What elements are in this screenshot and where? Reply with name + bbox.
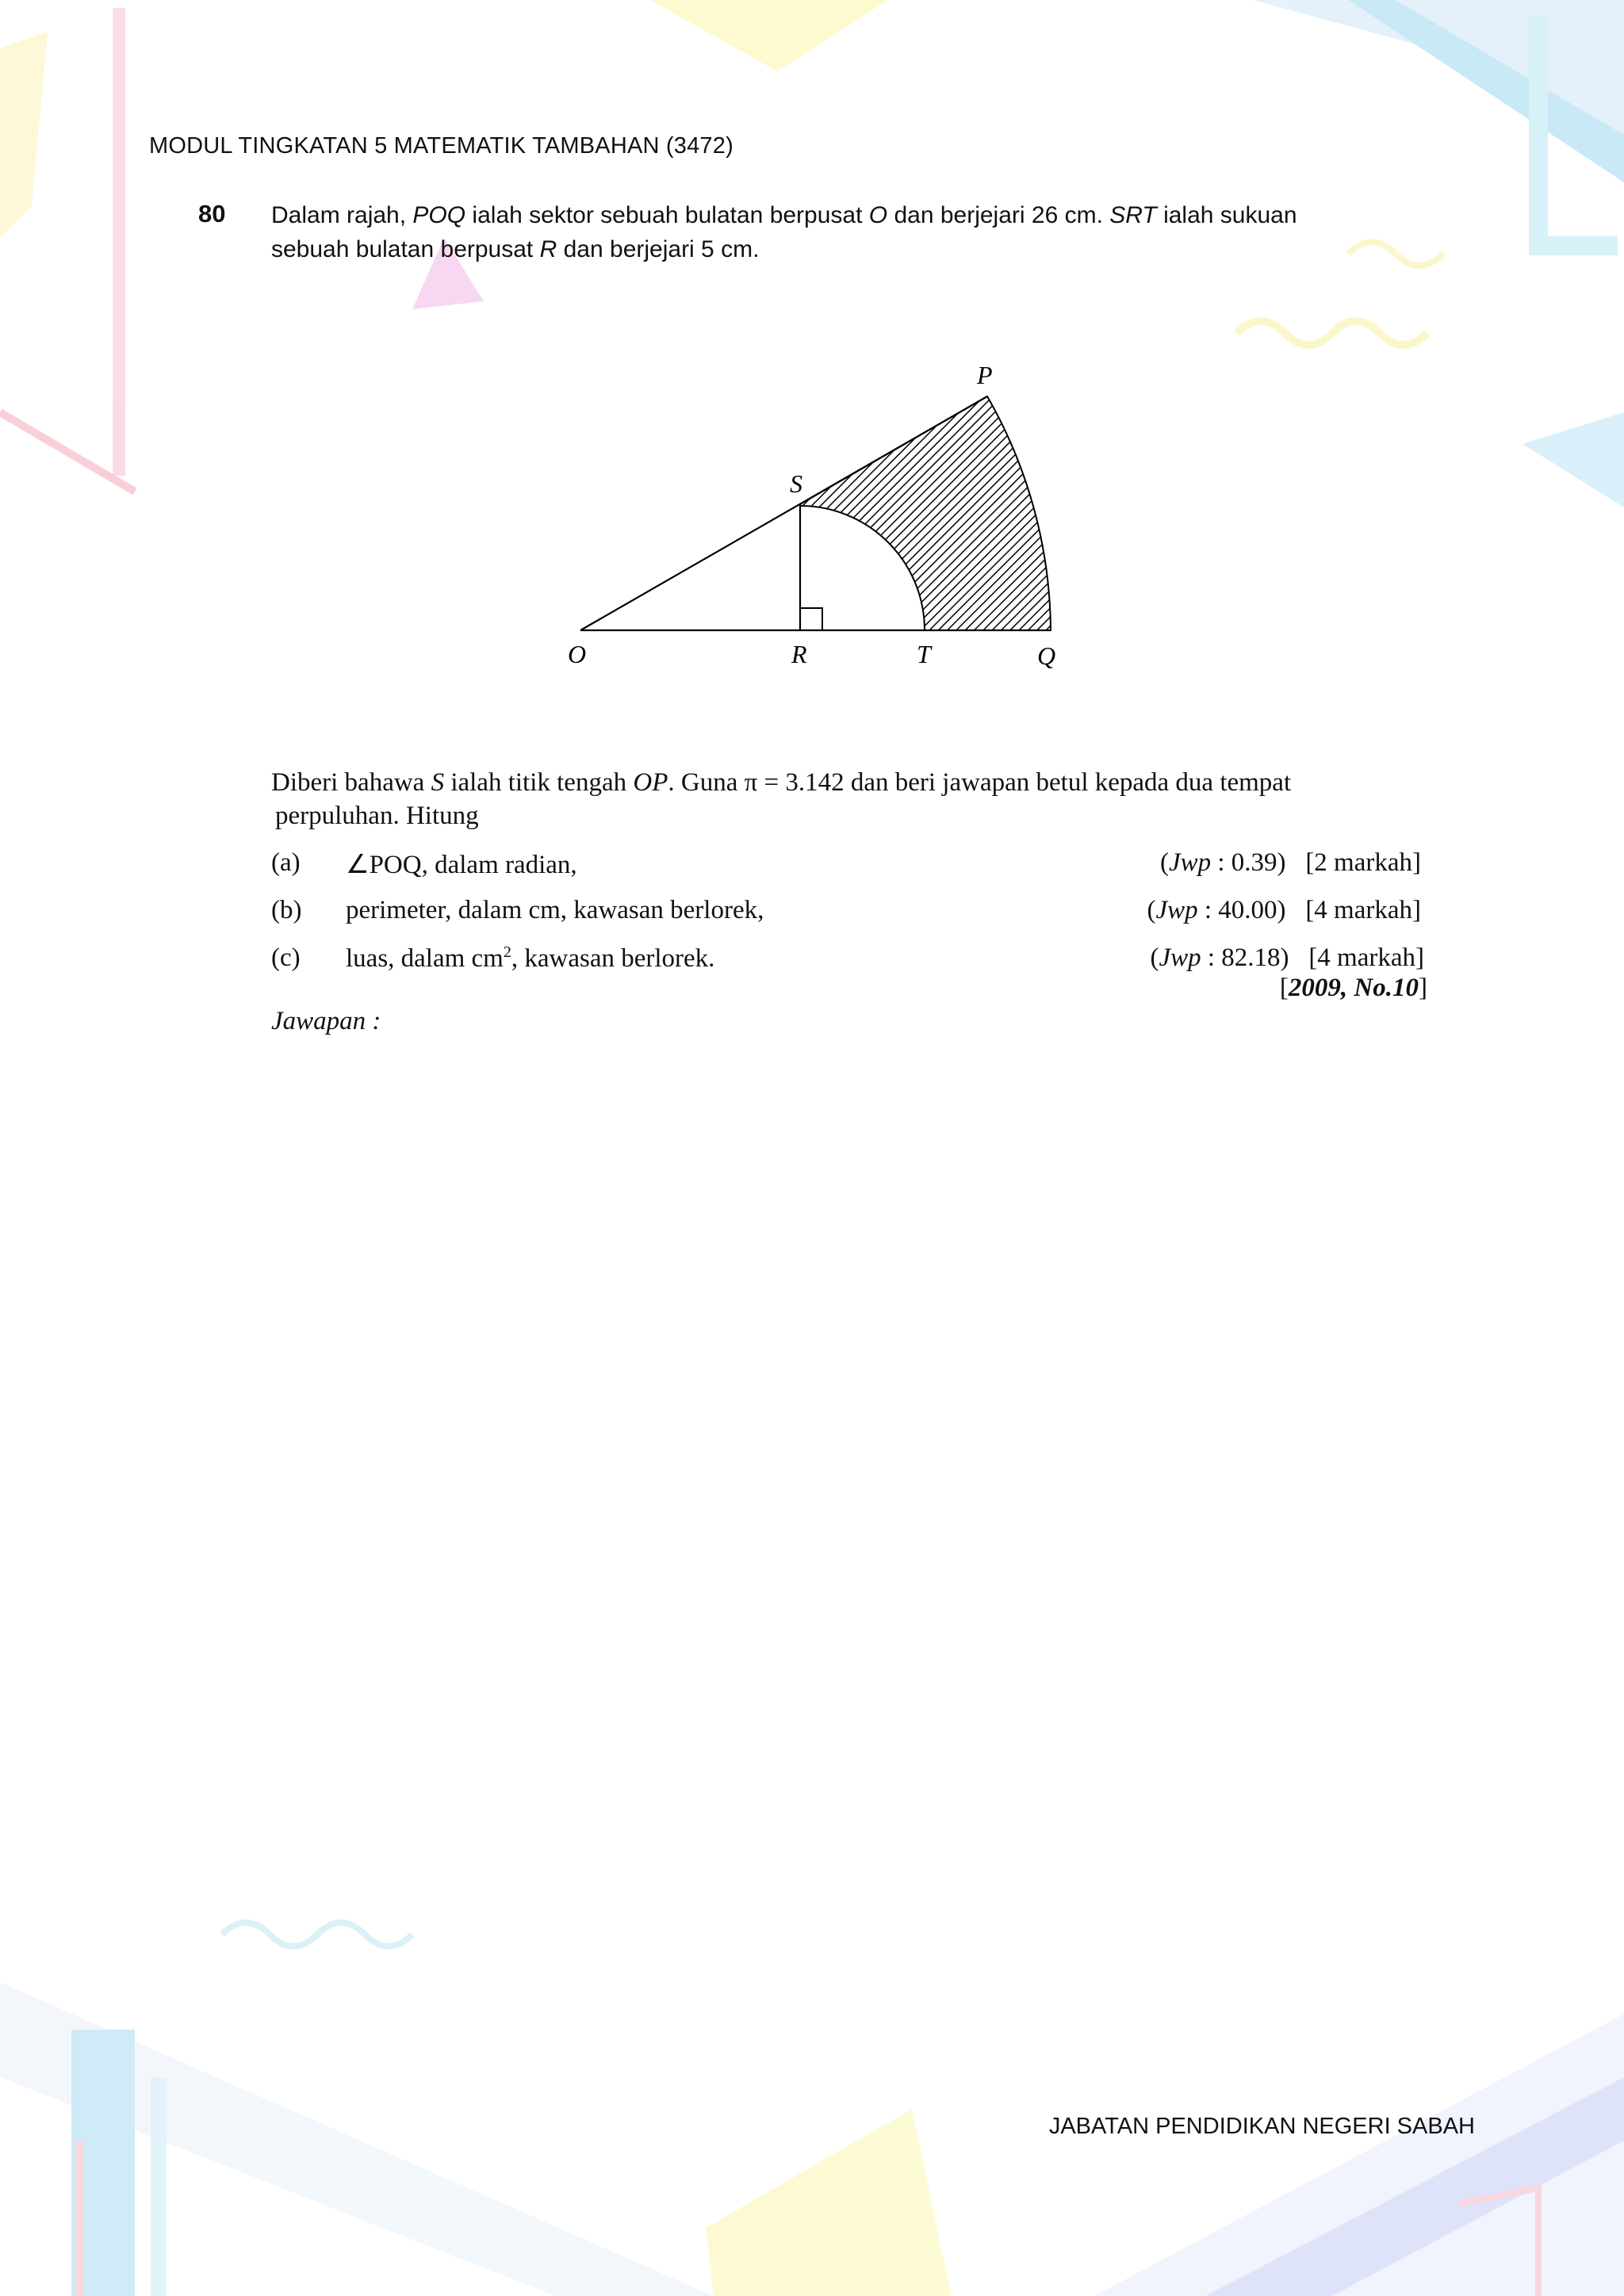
question-number: 80: [198, 200, 226, 228]
part-a-marks: [2 markah]: [1305, 848, 1421, 877]
part-a-answer: (Jwp : 0.39) [2 markah]: [1159, 848, 1421, 877]
part-c-marks: [4 markah]: [1308, 943, 1424, 972]
given-statement: [271, 766, 1445, 832]
module-title: MODUL TINGKATAN 5 MATEMATIK TAMBAHAN (3472): [149, 133, 733, 159]
question-intro-line-2: sebuah bulatan berpusat R dan berjejari 5 cm.: [271, 236, 760, 262]
label-r: R: [791, 640, 807, 668]
label-q: Q: [1037, 641, 1056, 670]
part-a-text: ∠POQ, dalam radian,: [346, 851, 577, 879]
part-b-text: perimeter, dalam cm, kawasan berlorek,: [346, 896, 764, 924]
given-line-2: perpuluhan. Hitung: [275, 802, 479, 830]
part-a-label: (a): [271, 848, 301, 877]
part-b-answer: (Jwp : 40.00) [4 markah]: [1147, 896, 1421, 924]
answer-label: Jawapan :: [271, 1007, 381, 1035]
label-t: T: [917, 640, 931, 668]
label-s: S: [790, 469, 802, 498]
sector-diagram: [555, 349, 1078, 682]
part-b-label: (b): [271, 896, 302, 924]
source-reference: [2009, No.10]: [1279, 974, 1427, 1002]
label-o: O: [568, 640, 587, 668]
part-b-marks: [4 markah]: [1305, 896, 1421, 924]
question-intro-line-1: Dalam rajah, POQ ialah sektor sebuah bulatan berpusat O dan berjejari 26 cm. SRT ialah sukuan: [271, 202, 1297, 228]
right-angle-marker: [800, 608, 822, 630]
label-p: P: [977, 361, 993, 389]
part-c: [271, 943, 1429, 977]
part-c-answer: (Jwp : 82.18) [4 markah]: [1150, 943, 1424, 972]
footer-organization: JABATAN PENDIDIKAN NEGERI SABAH: [1048, 2114, 1475, 2139]
question-intro: [271, 198, 1397, 266]
part-b: [271, 896, 1429, 929]
part-c-label: (c): [271, 943, 301, 972]
part-c-text: luas, dalam $cm^2$, kawasan berlorek.: [346, 943, 715, 973]
part-a: [271, 848, 1429, 882]
given-line-1: Diberi bahawa S ialah titik tengah OP. Guna π = 3.142 dan beri jawapan betul kepada dua tempat: [271, 768, 1292, 797]
